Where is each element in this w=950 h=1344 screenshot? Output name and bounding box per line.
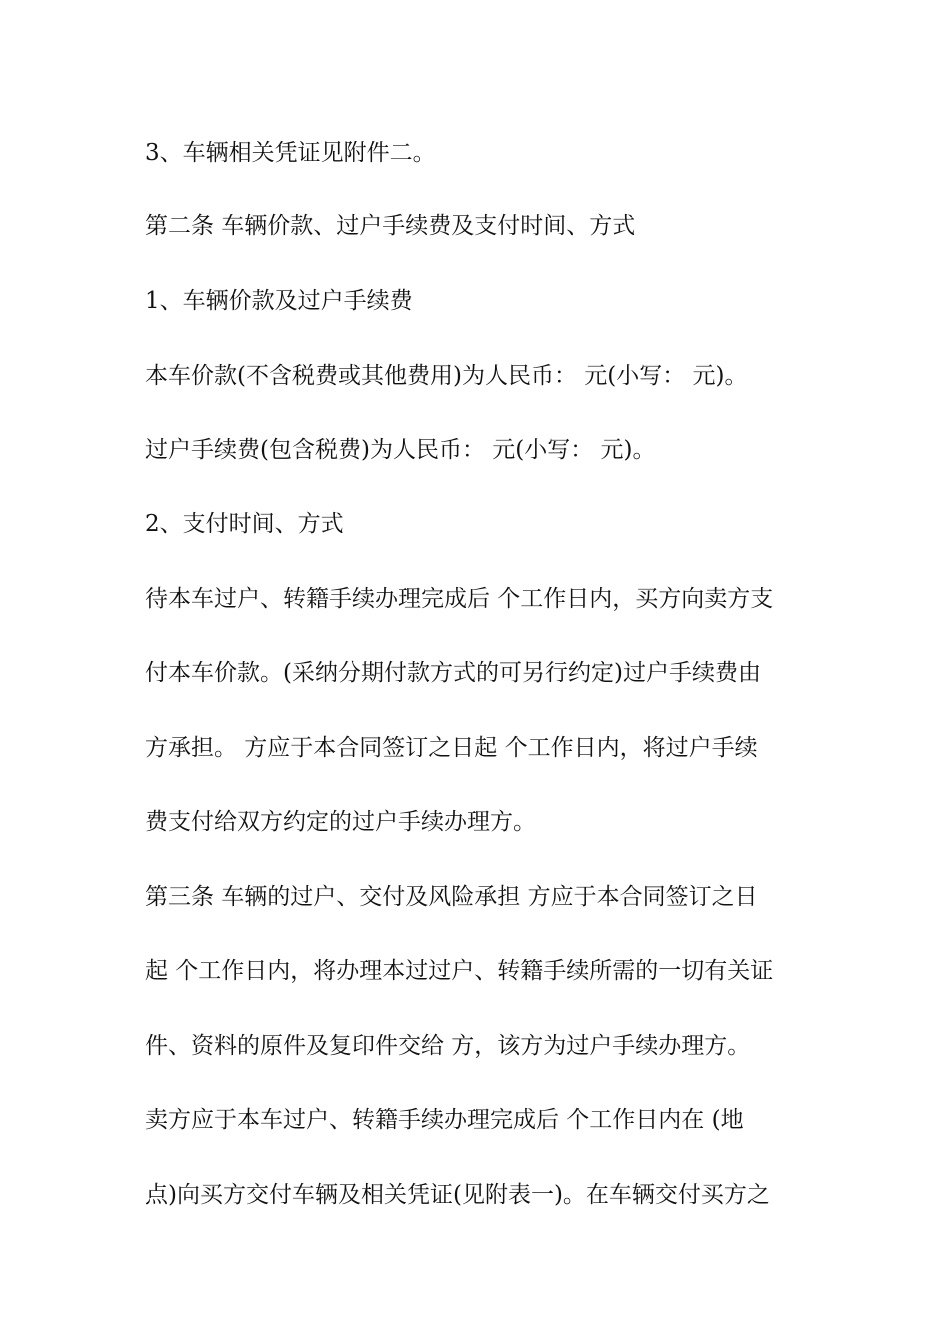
text-line: 3、车辆相关凭证见附件二。 [145, 140, 436, 166]
section-heading: 第三条 车辆的过户、交付及风险承担 方应于本合同签订之日 [145, 884, 758, 910]
text-line: 方承担。 方应于本合同签订之日起 个工作日内，将过户手续 [145, 735, 758, 761]
text-line: 2、支付时间、方式 [145, 511, 344, 537]
text-line: 1、车辆价款及过户手续费 [145, 288, 413, 314]
text-line: 费支付给双方约定的过户手续办理方。 [145, 809, 536, 835]
text-line: 点)向买方交付车辆及相关凭证(见附表一)。在车辆交付买方之 [145, 1182, 770, 1208]
text-line: 过户手续费(包含税费)为人民币： 元(小写： 元)。 [145, 437, 656, 463]
text-line: 件、资料的原件及复印件交给 方，该方为过户手续办理方。 [145, 1033, 751, 1059]
text-line: 起 个工作日内，将办理本过过户、转籍手续所需的一切有关证 [145, 958, 774, 984]
section-heading: 第二条 车辆价款、过户手续费及支付时间、方式 [145, 213, 636, 239]
text-line: 卖方应于本车过户、转籍手续办理完成后 个工作日内在 (地 [145, 1107, 744, 1133]
text-line: 本车价款(不含税费或其他费用)为人民币： 元(小写： 元)。 [145, 363, 748, 389]
text-line: 付本车价款。(采纳分期付款方式的可另行约定)过户手续费由 [145, 660, 761, 686]
text-line: 待本车过户、转籍手续办理完成后 个工作日内，买方向卖方支 [145, 586, 774, 612]
